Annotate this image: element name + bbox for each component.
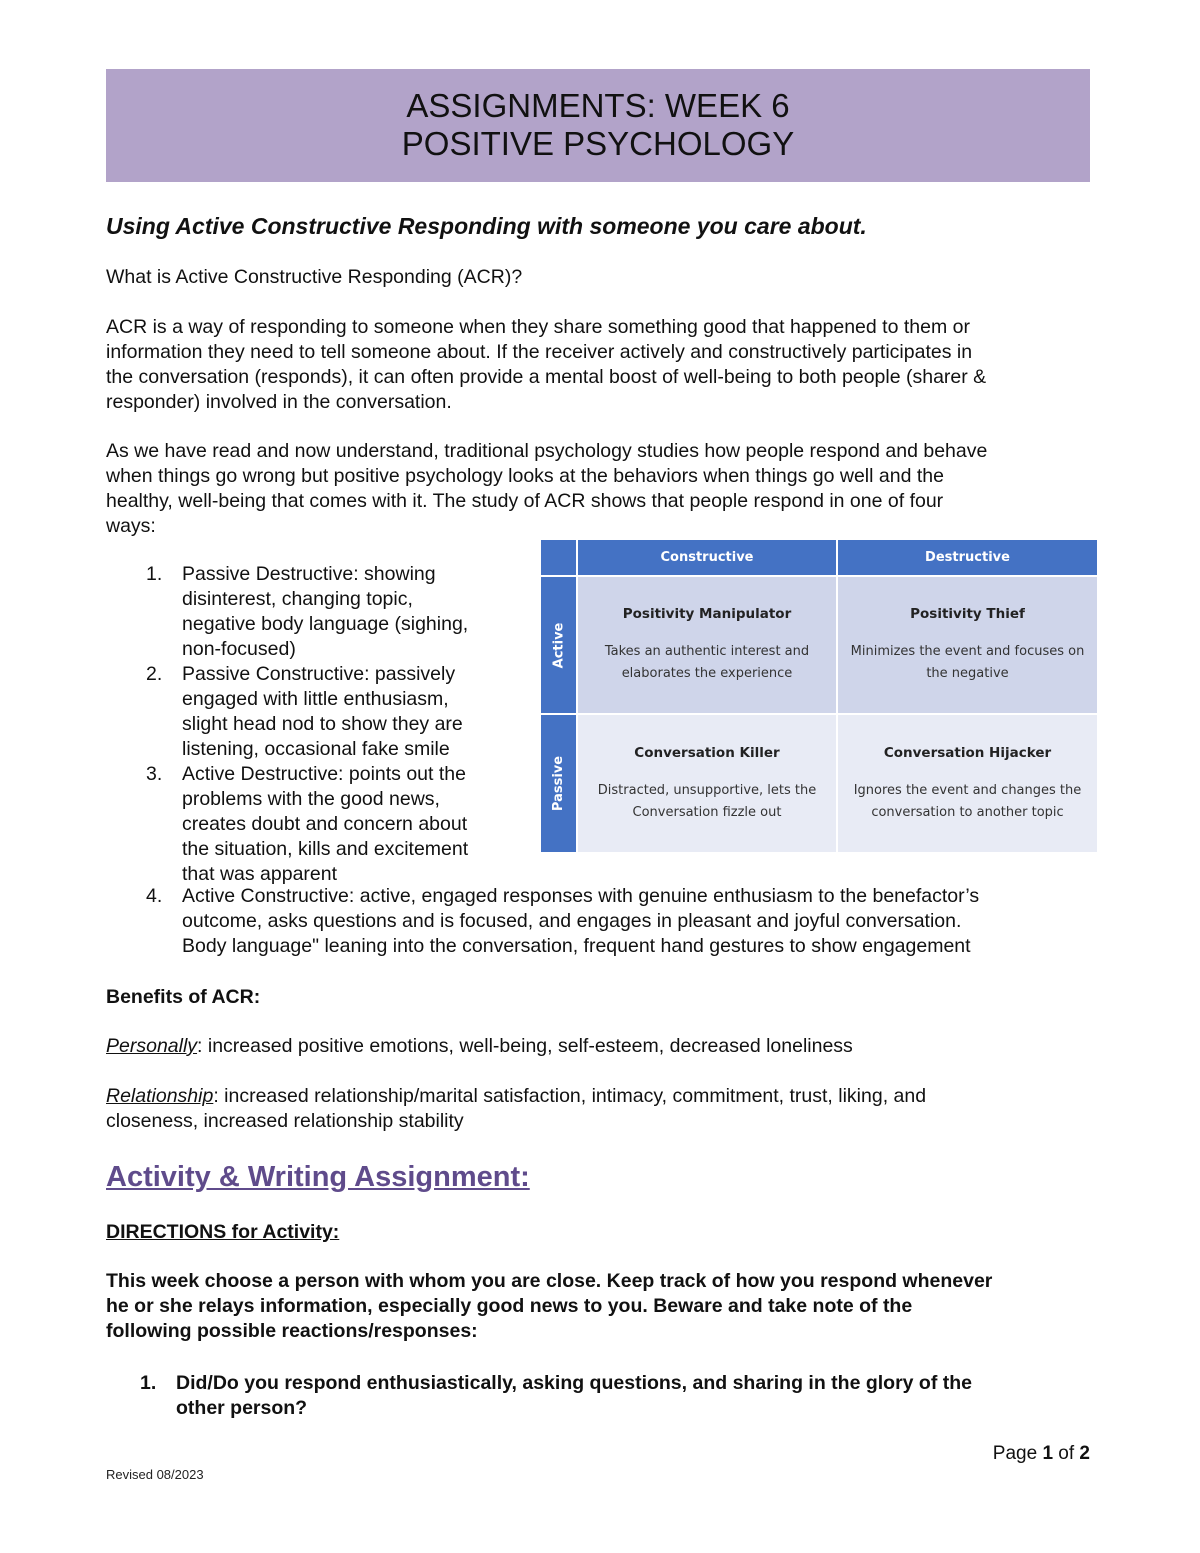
matrix-cell: Conversation Hijacker Ignores the event and changes the conversation to another topic <box>838 715 1097 852</box>
intro-line: the conversation (responds), it can often provide a mental boost of well-being to both people (sharer & <box>106 366 987 388</box>
directions-label: DIRECTIONS for Activity: <box>106 1221 340 1243</box>
page-number: Page 1 of 2 <box>992 1443 1090 1464</box>
revised-date: Revised 08/2023 <box>106 1467 204 1482</box>
benefit-relationship: Relationship: increased relationship/marital satisfaction, intimacy, commitment, trust, liking, and closeness, increased relationship stability <box>106 1085 927 1132</box>
acr-question: What is Active Constructive Responding (ACR)? <box>106 266 523 288</box>
col-header-constructive: Constructive <box>578 540 836 575</box>
acr-matrix <box>541 540 1097 852</box>
matrix-cell: Positivity Thief Minimizes the event and focuses on the negative <box>838 577 1097 713</box>
reaction-questions-list <box>106 1371 1096 1421</box>
list-item: 3. Active Destructive: points out the problems with the good news, creates doubt and concern about the situation, kills and excitement that was apparent <box>146 763 469 885</box>
context-line: As we have read and now understand, traditional psychology studies how people respond and behave <box>106 440 988 462</box>
list-item: 4. Active Constructive: active, engaged responses with genuine enthusiasm to the benefactor’s outcome, asks questions and is focused, and engages in pleasant and joyful conversation. Body language" leaning into the conversation, frequent hand gestures to show engagement <box>146 885 980 957</box>
context-paragraph <box>106 439 1096 539</box>
matrix-corner <box>541 540 576 575</box>
activity-heading: Activity & Writing Assignment: <box>106 1161 530 1193</box>
context-line: when things go wrong but positive psychology looks at the behaviors when things go well and the <box>106 465 944 487</box>
row-header-active: Active <box>541 577 576 713</box>
context-line: healthy, well-being that comes with it. The study of ACR shows that people respond in one of four <box>106 490 944 512</box>
list-item: 1. Did/Do you respond enthusiastically, asking questions, and sharing in the glory of the other person? <box>140 1372 972 1419</box>
title-banner <box>106 69 1090 182</box>
title-line-2: POSITIVE PSYCHOLOGY <box>401 125 795 162</box>
col-header-destructive: Destructive <box>838 540 1097 575</box>
subtitle: Using Active Constructive Responding with someone you care about. <box>106 213 867 239</box>
directions-paragraph: This week choose a person with whom you are close. Keep track of how you respond whenever he or she relays information, especially good news to you. Beware and take note of the following possible reactions/responses: <box>106 1270 993 1342</box>
intro-line: information they need to tell someone about. If the receiver actively and constructively participates in <box>106 341 973 363</box>
intro-line: ACR is a way of responding to someone when they share something good that happened to them or <box>106 316 970 338</box>
matrix-cell: Conversation Killer Distracted, unsupportive, lets the Conversation fizzle out <box>578 715 836 852</box>
matrix-cell: Positivity Manipulator Takes an authentic interest and elaborates the experience <box>578 577 836 713</box>
benefit-personally: Personally: increased positive emotions, well-being, self-esteem, decreased loneliness <box>106 1035 853 1057</box>
intro-line: responder) involved in the conversation. <box>106 391 452 413</box>
title-line-1: ASSIGNMENTS: WEEK 6 <box>406 87 790 124</box>
response-types-list-continued <box>106 884 1096 959</box>
benefits-heading: Benefits of ACR: <box>106 986 261 1008</box>
list-item: 1. Passive Destructive: showing disinterest, changing topic, negative body language (sighing, non-focused) <box>146 563 469 660</box>
intro-paragraph <box>106 315 1096 415</box>
row-header-passive: Passive <box>541 715 576 852</box>
response-types-list <box>106 562 546 887</box>
list-item: 2. Passive Constructive: passively engaged with little enthusiasm, slight head nod to show they are listening, occasional fake smile <box>146 663 463 760</box>
context-line: ways: <box>106 515 156 537</box>
